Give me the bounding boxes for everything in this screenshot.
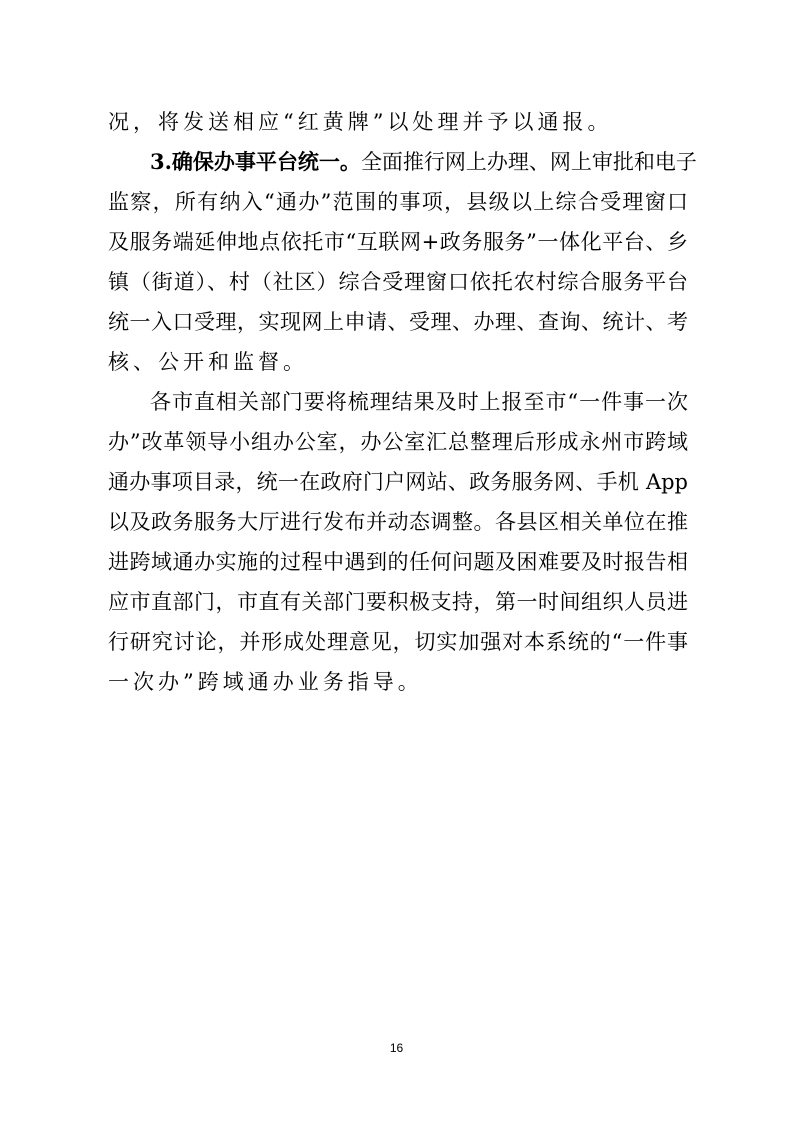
- paragraph-3-line-5: 进跨域通办实施的过程中遇到的任何问题及困难要及时报告相: [108, 550, 688, 574]
- paragraph-2-line-1-text: 全面推行网上办理、网上审批和电子: [360, 150, 697, 174]
- section-heading: 3.确保办事平台统一。: [150, 149, 361, 174]
- paragraph-2-line-1: [150, 147, 697, 177]
- paragraph-1-line-1: 况，将发送相应“红黄牌”以处理并予以通报。: [108, 110, 613, 134]
- paragraph-2-line-2: 监察，所有纳入“通办”范围的事项，县级以上综合受理窗口: [108, 190, 688, 214]
- paragraph-3-line-6: 应市直部门，市直有关部门要积极支持，第一时间组织人员进: [108, 590, 688, 614]
- paragraph-2-line-6: 核、公开和监督。: [108, 350, 308, 374]
- paragraph-3-line-1: 各市直相关部门要将梳理结果及时上报至市“一件事一次: [150, 390, 688, 414]
- page-number: 16: [389, 1041, 404, 1055]
- paragraph-2-line-4: 镇（街道）、村（社区）综合受理窗口依托农村综合服务平台: [108, 270, 688, 294]
- paragraph-3-line-7: 行研究讨论，并形成处理意见，切实加强对本系统的“一件事: [108, 630, 688, 654]
- paragraph-3-line-2: 办”改革领导小组办公室，办公室汇总整理后形成永州市跨域: [108, 430, 688, 454]
- paragraph-3-line-3: 通办事项目录，统一在政府门户网站、政务服务网、手机 App: [108, 470, 688, 494]
- paragraph-2-line-5: 统一入口受理，实现网上申请、受理、办理、查询、统计、考: [108, 310, 688, 334]
- paragraph-3-line-4: 以及政务服务大厅进行发布并动态调整。各县区相关单位在推: [108, 510, 688, 534]
- paragraph-3-line-8: 一次办”跨域通办业务指导。: [108, 670, 423, 694]
- paragraph-2-line-3: 及服务端延伸地点依托市“互联网+政务服务”一体化平台、乡: [108, 230, 688, 254]
